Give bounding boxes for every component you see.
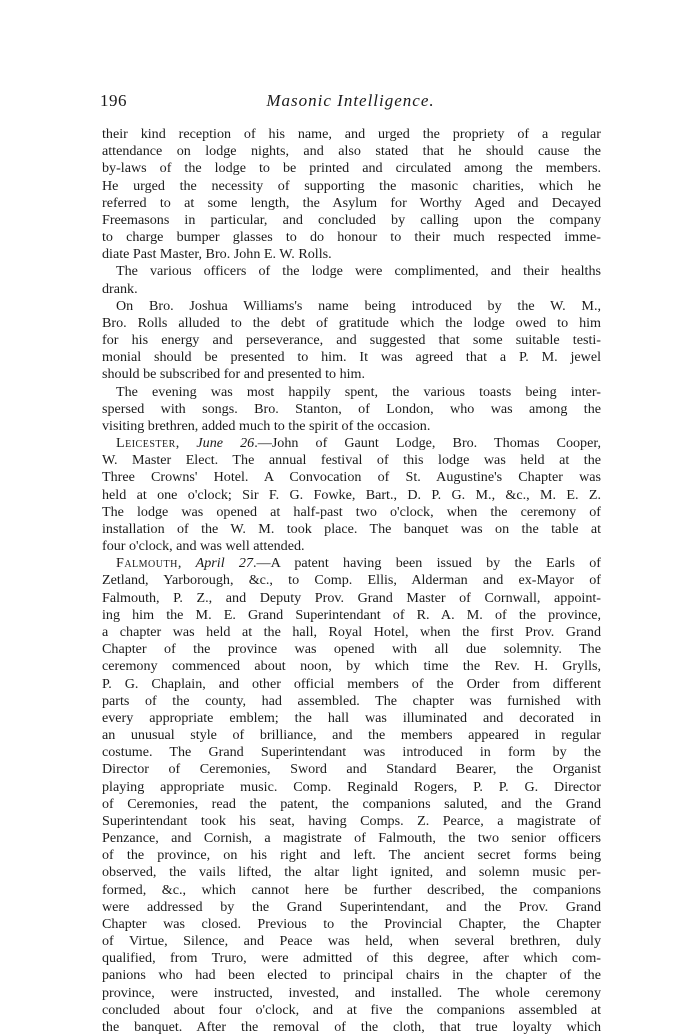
line-text: formed, &c., which cannot here be further described, the companions (102, 881, 601, 898)
text-line (102, 779, 601, 796)
text-line (102, 572, 601, 589)
text-line (102, 933, 601, 950)
text-line (102, 727, 601, 744)
line-text: monial should be presented to him. It was agreed that a P. M. jewel (102, 349, 601, 366)
text-line (102, 624, 601, 641)
text-line (102, 384, 601, 401)
place-name: Falmouth (116, 555, 178, 572)
text-line (102, 401, 601, 418)
line-text: every appropriate emblem; the hall was illuminated and decorated in (102, 709, 601, 726)
line-text: ceremony commenced about noon, by which time the Rev. H. Grylls, (102, 658, 601, 675)
line-text: their kind reception of his name, and urged the propriety of a regular (102, 126, 601, 142)
text-line (102, 950, 601, 967)
text-line (102, 229, 601, 246)
text-line (102, 504, 601, 521)
page-number: 196 (100, 91, 127, 110)
text-line (102, 178, 601, 195)
text-line (102, 1002, 601, 1019)
line-text: Director of Ceremonies, Sword and Standard Bearer, the Organist (102, 761, 601, 778)
text-line (102, 744, 601, 761)
line-text: to charge bumper glasses to do honour to their much respected imme- (102, 229, 601, 246)
text-line (102, 676, 601, 693)
text-line (102, 281, 601, 298)
text-line (102, 916, 601, 933)
line-text: drank. (102, 280, 138, 297)
text-line (102, 143, 601, 160)
text-line (102, 607, 601, 624)
line-text: The evening was most happily spent, the various toasts being inter- (116, 383, 601, 400)
line-text: Three Crowns' Hotel. A Convocation of St. Augustine's Chapter was (102, 469, 601, 486)
text-line (102, 658, 601, 675)
line-text: of Virtue, Silence, and Peace was held, when several brethren, duly (102, 933, 601, 950)
line-text: the banquet. After the removal of the cloth, that true loyalty which (102, 1018, 601, 1035)
text-line (102, 246, 601, 263)
line-text: W. Master Elect. The annual festival of this lodge was held at the (102, 452, 601, 469)
line-text: The lodge was opened at half-past two o'clock, when the ceremony of (102, 503, 601, 520)
text-line (102, 126, 601, 143)
text-line (102, 315, 601, 332)
line-text: Zetland, Yarborough, &c., to Comp. Ellis, Alderman and ex-Mayor of (102, 572, 601, 589)
text-line (102, 693, 601, 710)
text-line (102, 332, 601, 349)
text-line (102, 1019, 601, 1036)
line-text: qualified, from Truro, were admitted of this degree, after which com- (102, 950, 601, 967)
line-text: The various officers of the lodge were complimented, and their healths (116, 263, 601, 280)
entry-date: June 26 (196, 435, 255, 452)
line-text: Bro. Rolls alluded to the debt of gratitude which the lodge owed to him (102, 314, 601, 331)
text-line (102, 418, 601, 435)
line-text: costume. The Grand Superintendant was introduced in form by the (102, 744, 601, 761)
text-line (102, 590, 601, 607)
line-text: spersed with songs. Bro. Stanton, of London, who was among the (102, 400, 601, 417)
text-line (102, 813, 601, 830)
text-line (102, 366, 601, 383)
text-line (102, 452, 601, 469)
line-text: observed, the vails lifted, the altar light ignited, and solemn music per- (102, 864, 601, 881)
line-text: visiting brethren, added much to the spirit of the occasion. (102, 417, 431, 434)
text-line (102, 796, 601, 813)
line-text: Chapter of the province was opened with all due solemnity. The (102, 641, 601, 658)
text-line (102, 882, 601, 899)
line-text: attendance on lodge nights, and also stated that he should cause the (102, 143, 601, 160)
line-text: P. G. Chaplain, and other official members of the Order from different (102, 675, 601, 692)
text-line (102, 967, 601, 984)
page-header (100, 91, 601, 113)
line-text: playing appropriate music. Comp. Reginald Rogers, P. P. G. Director (102, 778, 601, 795)
line-text: Penzance, and Cornish, a magistrate of Falmouth, the two senior officers (102, 830, 601, 847)
text-line (102, 263, 601, 280)
line-text: installation of the W. M. took place. The banquet was on the table at (102, 520, 601, 537)
running-head: Masonic Intelligence. (266, 91, 435, 110)
text-line (102, 160, 601, 177)
line-text: of the province, on his right and left. The ancient secret forms being (102, 847, 601, 864)
text-line (102, 538, 601, 555)
line-text: parts of the county, had assembled. The chapter was furnished with (102, 692, 601, 709)
text-line (102, 469, 601, 486)
line-text: should be subscribed for and presented to him. (102, 366, 366, 383)
line-text: .—A patent having been issued by the Earls of (253, 555, 601, 572)
line-text: panions who had been elected to principal chairs in the chapter of the (102, 967, 601, 984)
text-line (102, 847, 601, 864)
text-line (102, 487, 601, 504)
line-text: by-laws of the lodge to be printed and circulated among the members. (102, 160, 601, 177)
line-text: a chapter was held at the hall, Royal Hotel, when the first Prov. Grand (102, 623, 601, 640)
text-line: Leicester, June 26.—John of Gaunt Lodge, Bro. Thomas Cooper, (116, 435, 601, 452)
text-line (102, 761, 601, 778)
text-line (102, 830, 601, 847)
line-text: concluded about four o'clock, and at five the companions assembled at (102, 1001, 601, 1018)
line-text: ing him the M. E. Grand Superintendant of R. A. M. of the province, (102, 606, 601, 623)
line-text: Freemasons in particular, and concluded by calling upon the company (102, 211, 601, 228)
text-line (102, 349, 601, 366)
text-line (102, 195, 601, 212)
line-text: four o'clock, and was well attended. (102, 538, 305, 555)
line-text: .—John of Gaunt Lodge, Bro. Thomas Cooper, (254, 435, 601, 452)
text-line (102, 298, 601, 315)
entry-date: April 27 (195, 555, 254, 572)
text-line (102, 899, 601, 916)
line-text: were addressed by the Grand Superintendant, and the Prov. Grand (102, 898, 601, 915)
text-line (102, 212, 601, 229)
line-text: On Bro. Joshua Williams's name being introduced by the W. M., (116, 297, 601, 314)
body-text (102, 126, 601, 1036)
line-text: Falmouth, P. Z., and Deputy Prov. Grand Master of Cornwall, appoint- (102, 589, 601, 606)
line-text: of Ceremonies, read the patent, the companions saluted, and the Grand (102, 795, 601, 812)
text-line: Falmouth, April 27.—A patent having been issued by the Earls of (116, 555, 601, 572)
text-line (102, 864, 601, 881)
text-line (102, 521, 601, 538)
line-text: an unusual style of brilliance, and the members appeared in regular (102, 727, 601, 744)
place-name: Leicester (116, 435, 176, 452)
line-text: Superintendant took his seat, having Comps. Z. Pearce, a magistrate of (102, 812, 601, 829)
line-text: diate Past Master, Bro. John E. W. Rolls. (102, 246, 332, 263)
text-line (102, 985, 601, 1002)
line-text: province, were instructed, invested, and installed. The whole ceremony (102, 984, 601, 1001)
line-text: referred to at some length, the Asylum for Worthy Aged and Decayed (102, 194, 601, 211)
line-text: Chapter was closed. Previous to the Provincial Chapter, the Chapter (102, 915, 601, 932)
line-text: for his energy and perseverance, and suggested that some suitable testi- (102, 332, 601, 349)
line-text: He urged the necessity of supporting the masonic charities, which he (102, 177, 601, 194)
text-line (102, 641, 601, 658)
text-line (102, 710, 601, 727)
line-text: held at one o'clock; Sir F. G. Fowke, Bart., D. P. G. M., &c., M. E. Z. (102, 486, 601, 503)
